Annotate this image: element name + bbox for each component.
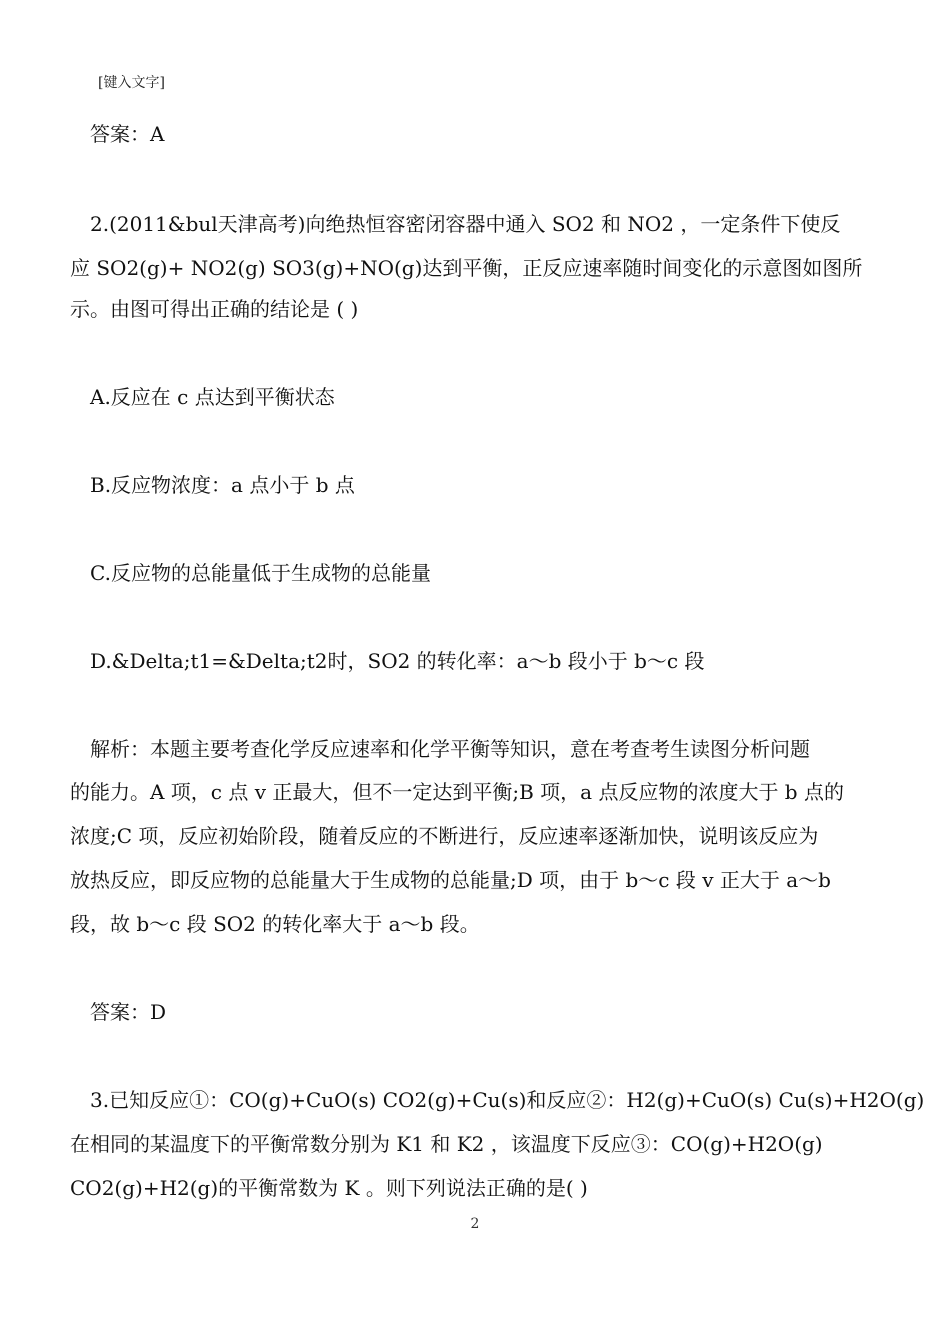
- question-3-line-3: CO2(g)+H2(g)的平衡常数为 K 。则下列说法正确的是( ): [70, 1176, 588, 1200]
- question-2-line-1: 2.(2011&bul天津高考)向绝热恒容密闭容器中通入 SO2 和 NO2 ，一定条件下使反: [90, 212, 841, 236]
- previous-answer: 答案：A: [90, 122, 165, 146]
- question-2-line-3: 示。由图可得出正确的结论是 ( ): [70, 297, 359, 321]
- analysis-line-2: 的能力。A 项，c 点 v 正最大，但不一定达到平衡;B 项，a 点反应物的浓度大于 b 点的: [70, 780, 844, 804]
- page-number: 2: [470, 1216, 480, 1232]
- analysis-line-1: 解析：本题主要考查化学反应速率和化学平衡等知识，意在考查考生读图分析问题: [90, 737, 810, 761]
- option-d: D.&Delta;t1=&Delta;t2时，SO2 的转化率：a～b 段小于 b～c 段: [90, 649, 705, 673]
- analysis-line-5: 段，故 b～c 段 SO2 的转化率大于 a～b 段。: [70, 912, 480, 936]
- analysis-line-3: 浓度;C 项，反应初始阶段，随着反应的不断进行，反应速率逐渐加快，说明该反应为: [70, 824, 819, 848]
- option-c: C.反应物的总能量低于生成物的总能量: [90, 561, 431, 585]
- question-3-line-1: 3.已知反应①：CO(g)+CuO(s) CO2(g)+Cu(s)和反应②：H2(g)+CuO(s) Cu(s)+H2O(g): [90, 1088, 925, 1112]
- page-header: [键入文字]: [98, 75, 165, 91]
- option-b: B.反应物浓度：a 点小于 b 点: [90, 473, 355, 497]
- question-2-answer: 答案：D: [90, 1000, 167, 1024]
- question-3-line-2: 在相同的某温度下的平衡常数分别为 K1 和 K2 ，该温度下反应③：CO(g)+H2O(g): [70, 1132, 823, 1156]
- option-a: A.反应在 c 点达到平衡状态: [90, 385, 335, 409]
- question-2-line-2: 应 SO2(g)+ NO2(g) SO3(g)+NO(g)达到平衡，正反应速率随时间变化的示意图如图所: [70, 256, 863, 280]
- analysis-line-4: 放热反应，即反应物的总能量大于生成物的总能量;D 项，由于 b～c 段 v 正大于 a～b: [70, 868, 831, 892]
